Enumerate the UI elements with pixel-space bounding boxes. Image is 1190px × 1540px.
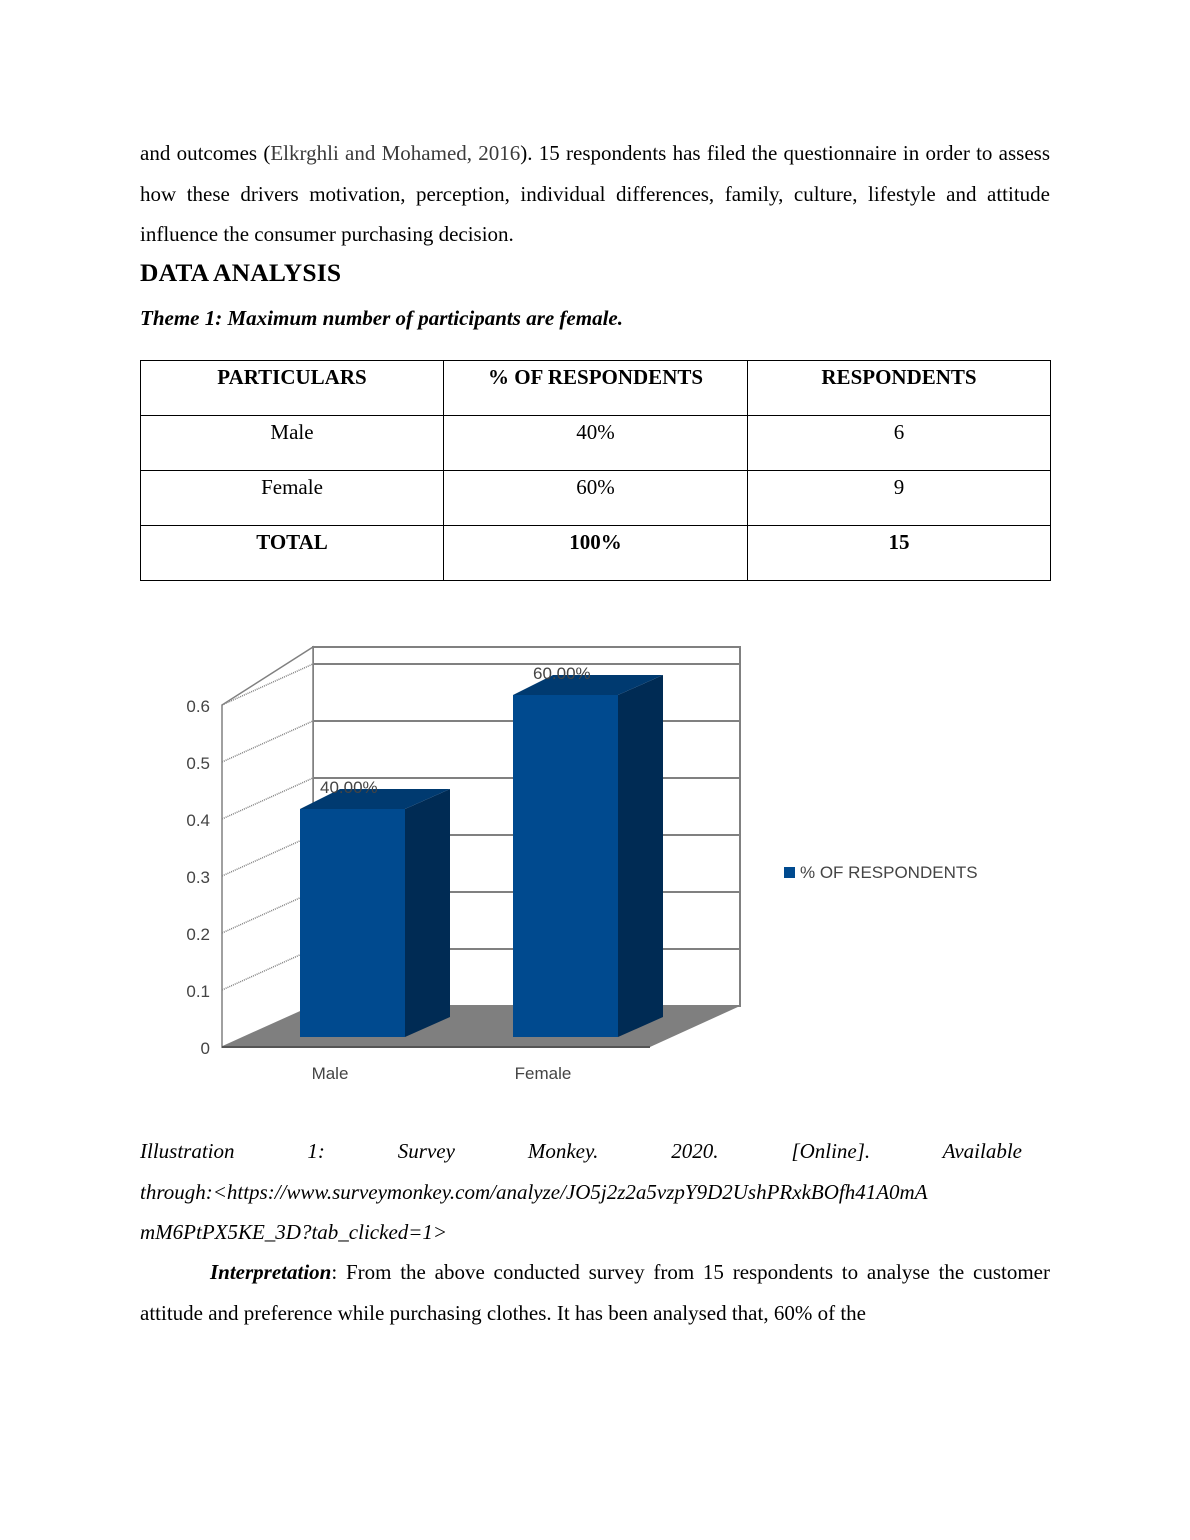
header-respondents: RESPONDENTS — [748, 361, 1051, 416]
y-tick-label: 0.5 — [186, 754, 210, 773]
table-total-row — [141, 526, 1051, 581]
bar-side — [405, 789, 450, 1037]
table-cell: 15 — [748, 526, 1051, 581]
header-percent: % OF RESPONDENTS — [444, 361, 748, 416]
y-tick-label: 0 — [200, 1039, 210, 1058]
theme-title: Theme 1: Maximum number of participants are female. — [140, 306, 623, 330]
intro-text-start: and outcomes ( — [140, 141, 271, 165]
x-tick-label: Male — [311, 1064, 349, 1083]
table-cell: 60% — [444, 471, 748, 526]
header-particulars: PARTICULARS — [141, 361, 444, 416]
table-cell: 100% — [444, 526, 748, 581]
side-wall — [222, 647, 313, 1047]
data-label: 40.00% — [320, 778, 378, 797]
caption-line-1: Illustration 1: Survey Monkey. 2020. [Online]. Available — [140, 1139, 1022, 1163]
table-cell: 9 — [748, 471, 1051, 526]
illustration-caption — [140, 1131, 1022, 1244]
legend-label: % OF RESPONDENTS — [800, 863, 978, 882]
y-tick-label: 0.4 — [186, 811, 210, 830]
intro-text-end: ). 15 respondents has filed the questionnaire in order to assess how these drivers motivation, perception, individual differences, family, culture, lifestyle and attitude influence the consumer purchasing decision. — [140, 141, 1051, 246]
interpretation-text: : From the above conducted survey from 15 respondents to analyse the customer attitude and preference while purchasing clothes. It has been analysed that, 60% of the — [140, 1260, 1050, 1325]
respondents-table — [140, 360, 1051, 581]
y-tick-label: 0.6 — [186, 697, 210, 716]
y-tick-label: 0.2 — [186, 925, 210, 944]
legend-swatch — [784, 867, 795, 878]
table-row — [141, 416, 1051, 471]
intro-paragraph — [140, 133, 1050, 255]
interpretation-paragraph — [140, 1252, 1050, 1333]
bar — [513, 695, 618, 1037]
data-label: 60.00% — [533, 664, 591, 683]
table-cell: Male — [141, 416, 444, 471]
section-heading: DATA ANALYSIS — [140, 258, 342, 287]
table-cell: 40% — [444, 416, 748, 471]
table-cell: TOTAL — [141, 526, 444, 581]
table-row — [141, 471, 1051, 526]
citation: Elkrghli and Mohamed, 2016 — [270, 141, 521, 165]
bar — [300, 809, 405, 1037]
table-cell: Female — [141, 471, 444, 526]
y-tick-label: 0.3 — [186, 868, 210, 887]
table-cell: 6 — [748, 416, 1051, 471]
chart-svg — [160, 650, 1040, 1100]
bar-chart — [160, 650, 1040, 1100]
x-tick-label: Female — [514, 1064, 572, 1083]
interpretation-label: Interpretation — [210, 1260, 332, 1284]
caption-line-3: mM6PtPX5KE_3D?tab_clicked=1> — [140, 1220, 448, 1244]
bar-side — [618, 675, 663, 1037]
table-header-row — [141, 361, 1051, 416]
caption-line-2: through:<https://www.surveymonkey.com/analyze/JO5j2z2a5vzpY9D2UshPRxkBOfh41A0mA — [140, 1179, 928, 1204]
y-tick-label: 0.1 — [186, 982, 210, 1001]
